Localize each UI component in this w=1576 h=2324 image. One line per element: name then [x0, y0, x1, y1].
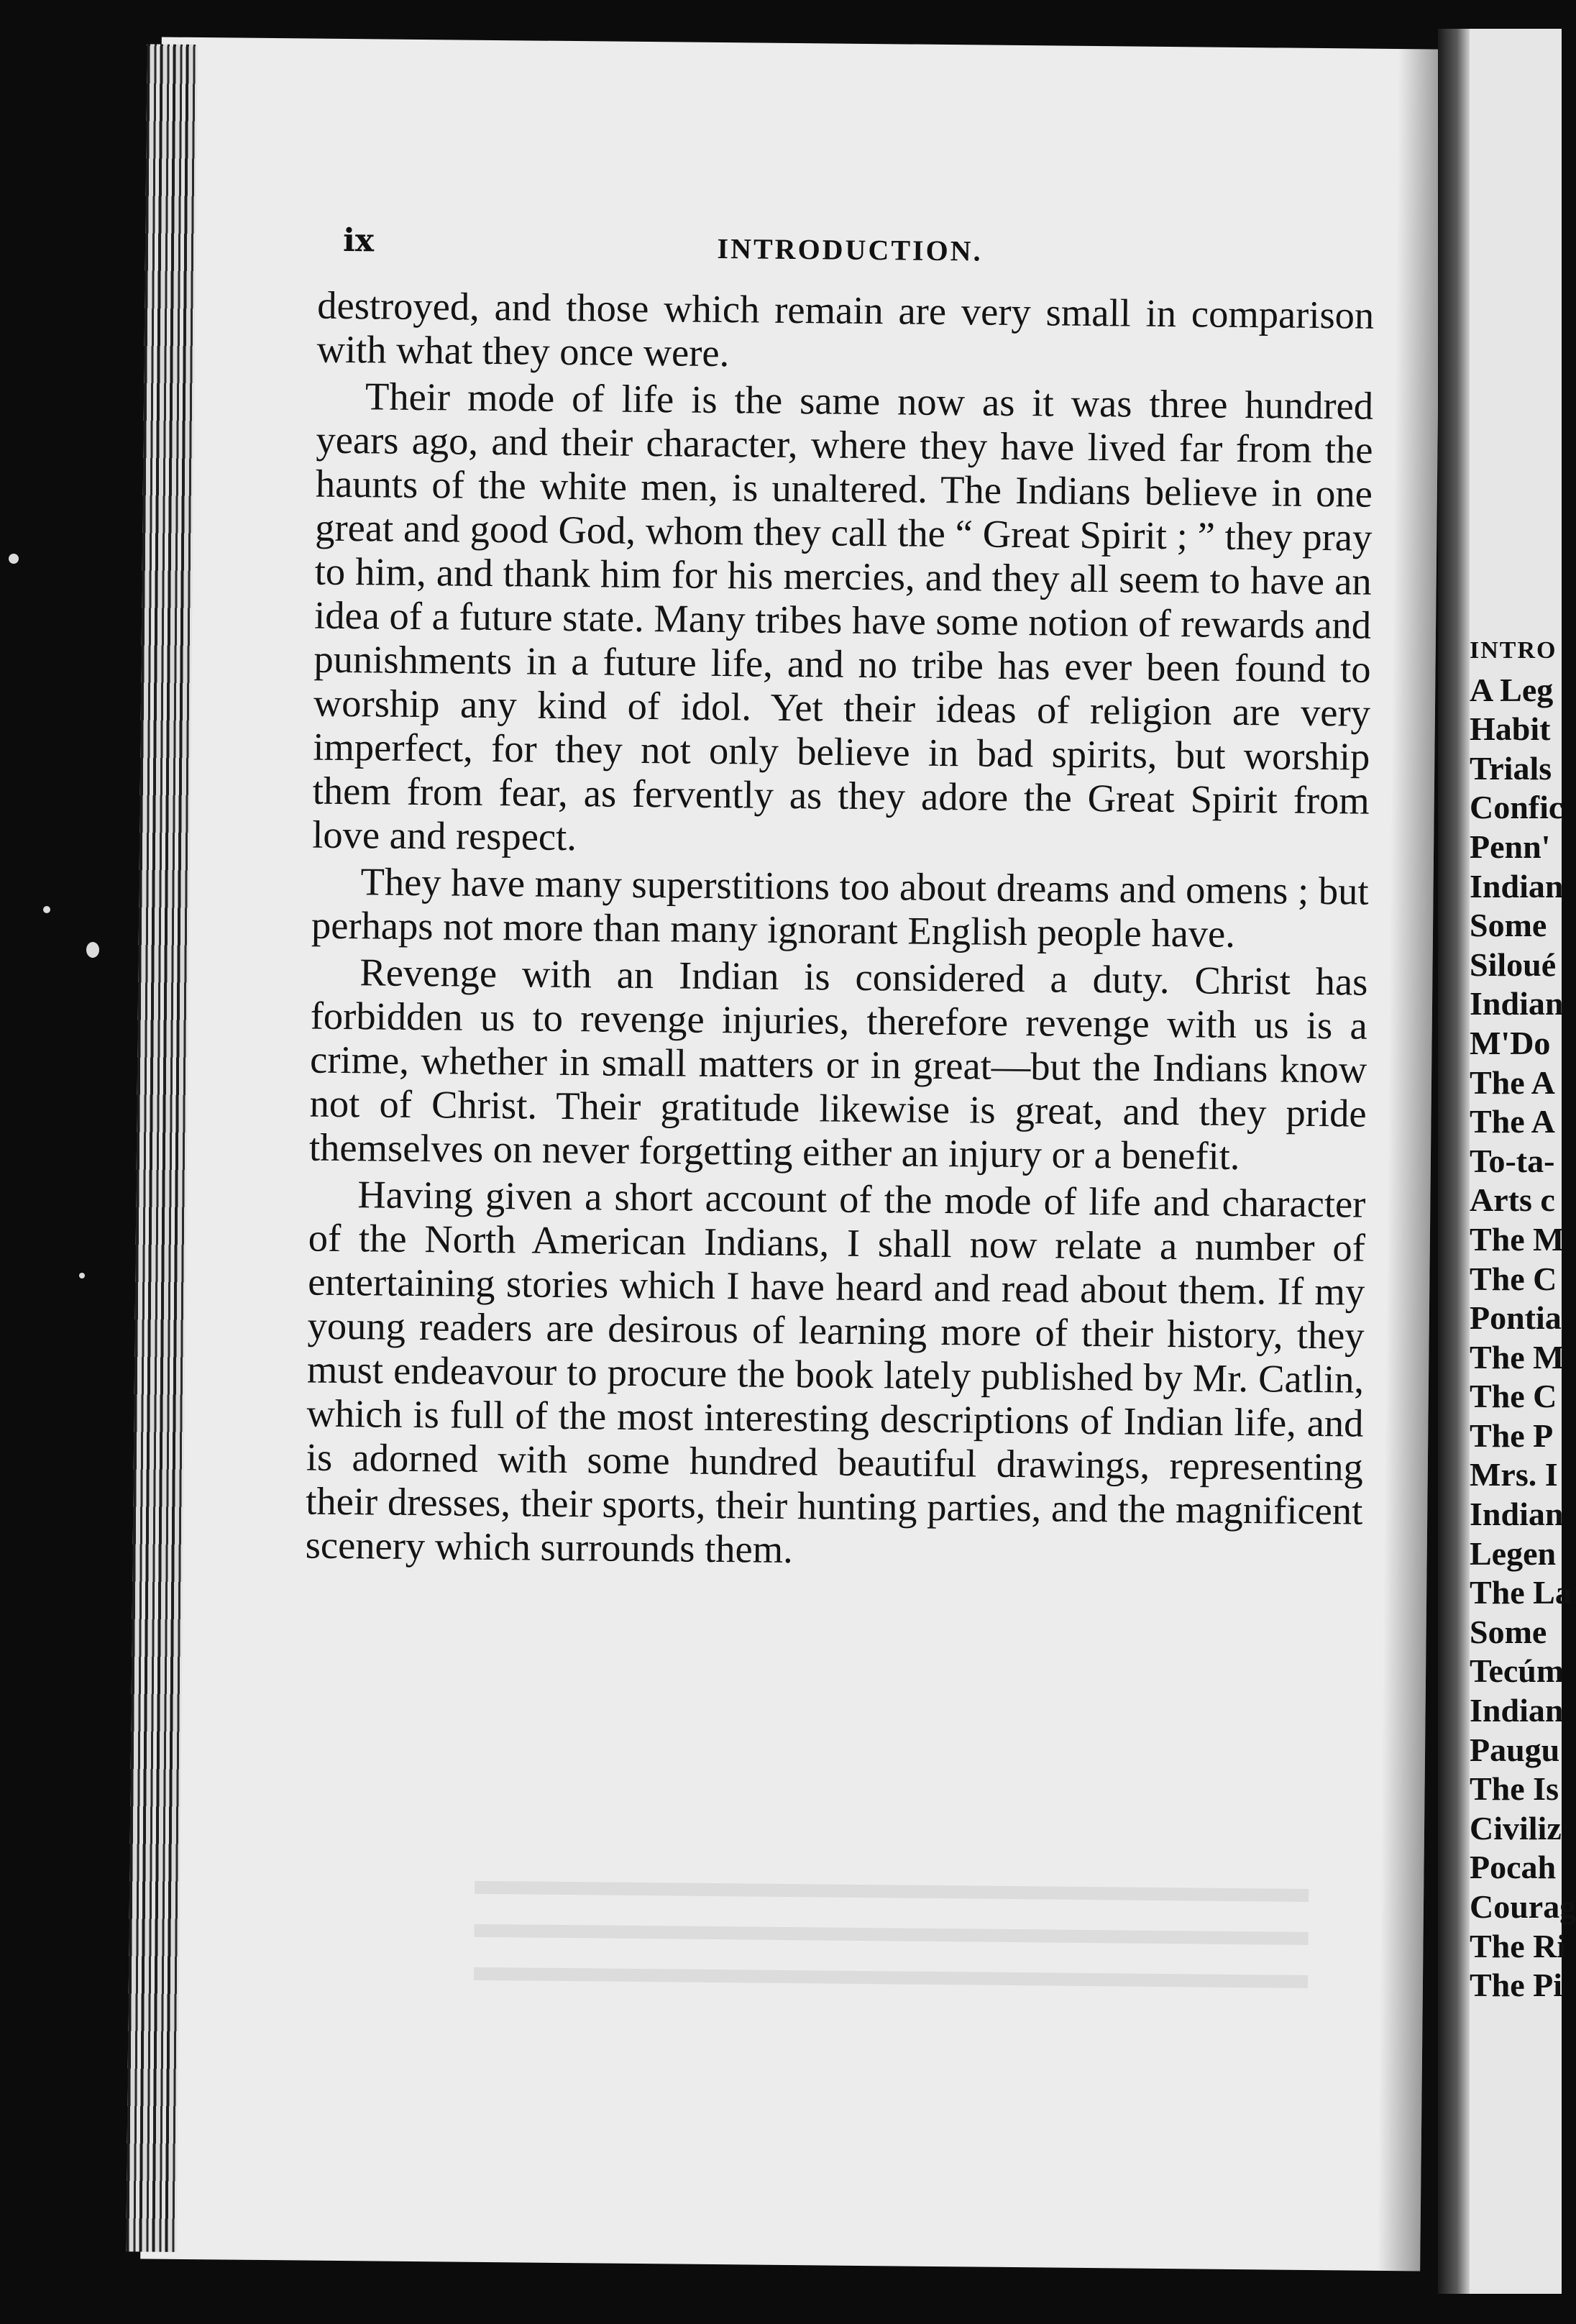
toc-line: The La [1470, 1574, 1572, 1611]
left-page [140, 37, 1442, 2272]
show-through-line [474, 1967, 1308, 1988]
toc-line: Arts c [1470, 1181, 1555, 1219]
page-edge-stripes [126, 44, 197, 2252]
toc-line: The M [1470, 1220, 1564, 1258]
toc-line: Civiliz [1470, 1809, 1562, 1847]
toc-line: Indian [1470, 1692, 1564, 1729]
toc-line: Some [1470, 1613, 1547, 1650]
paragraph: Revenge with an Indian is considered a duty. Christ has forbidden us to revenge injuries, therefore revenge with us is a crime, whether in small matters or in great—but the Indians know not of Christ. Their gratitude likewise is great, and they pride themselves on never forgetting either an injury or a benefit. [308, 950, 1368, 1178]
toc-line: Indian [1470, 1496, 1564, 1533]
toc-line: The P [1470, 1417, 1554, 1454]
toc-line: Penn' [1470, 828, 1551, 865]
toc-line: The Ri [1470, 1927, 1567, 1964]
running-title: INTRODUCTION. [717, 232, 983, 267]
toc-line: Legen [1470, 1534, 1557, 1572]
toc-line: The Is [1470, 1770, 1559, 1808]
scan-speck [79, 1273, 85, 1278]
toc-line: Pontia [1470, 1299, 1562, 1337]
toc-line: The A [1470, 1063, 1555, 1101]
show-through-line [475, 1881, 1309, 1902]
paragraph: Having given a short account of the mode of life and character of the North American Indians, I shall now relate a number of entertaining stories which I have heard and read about them. If my young readers are desirous of learning more of their history, they must endeavour to procure the book lately published by Mr. Catlin, which is full of the most interesting descriptions of Indian life, and is adorned with some hundred beautiful drawings, representing their dresses, their sports, their hunting parties, and the magnificent scenery which surrounds them. [305, 1172, 1366, 1572]
toc-line: INTRO [1470, 637, 1557, 664]
toc-line: M'Do [1470, 1024, 1551, 1061]
scan-speck [86, 942, 99, 958]
paragraph: They have many superstitions too about dreams and omens ; but perhaps not more than many ignorant English people have. [311, 859, 1369, 956]
binding-shadow [1438, 29, 1470, 2294]
toc-line: Habit [1470, 710, 1551, 748]
facing-page [1438, 29, 1576, 2294]
page-number: ix [342, 221, 375, 260]
toc-fragments [1470, 631, 1576, 2005]
scan-speck [9, 554, 19, 564]
show-through-line [475, 1924, 1309, 1945]
scan-speck [43, 906, 50, 913]
paragraph: destroyed, and those which remain are very small in comparison with what they once were. [316, 283, 1375, 375]
toc-line: Indian [1470, 985, 1564, 1023]
toc-line: To-ta- [1470, 1142, 1555, 1179]
toc-line: Mrs. I [1470, 1456, 1558, 1493]
toc-line: Confic [1470, 789, 1564, 826]
toc-line: Tecúm [1470, 1652, 1564, 1690]
paragraph: Their mode of life is the same now as it was three hundred years ago, and their character, where they have lived far from the haunts of the white men, is unaltered. The Indians believe in one great and good God, whom they call the “ Great Spirit ; ” they pray to him, and thank him for his mercies, and they all seem to have an idea of a future state. Many tribes have some notion of rewards and punishments in a future life, and no tribe has ever been found to worship any kind of idol. Yet their ideas of religion are very imperfect, for they not only believe in bad spirits, but worship them from fear, as fervently as they adore the Great Spirit from love and respect. [311, 374, 1374, 859]
toc-line: Siloué [1470, 946, 1557, 983]
toc-line: The C [1470, 1378, 1557, 1415]
body-text [305, 283, 1374, 1577]
toc-line: Some [1470, 907, 1547, 944]
toc-line: Indian [1470, 867, 1564, 905]
toc-line: Courag [1470, 1888, 1576, 1925]
toc-line: The M [1470, 1338, 1564, 1376]
toc-line: The A [1470, 1103, 1555, 1140]
toc-line: The Pi [1470, 1967, 1563, 2004]
toc-line: Pocah [1470, 1849, 1557, 1886]
toc-line: Paugu [1470, 1731, 1560, 1768]
toc-line: The C [1470, 1260, 1557, 1297]
toc-line: Trials [1470, 749, 1552, 787]
toc-line: A Leg [1470, 671, 1554, 708]
gutter-shadow [1377, 49, 1442, 2271]
page-header [343, 222, 1357, 275]
